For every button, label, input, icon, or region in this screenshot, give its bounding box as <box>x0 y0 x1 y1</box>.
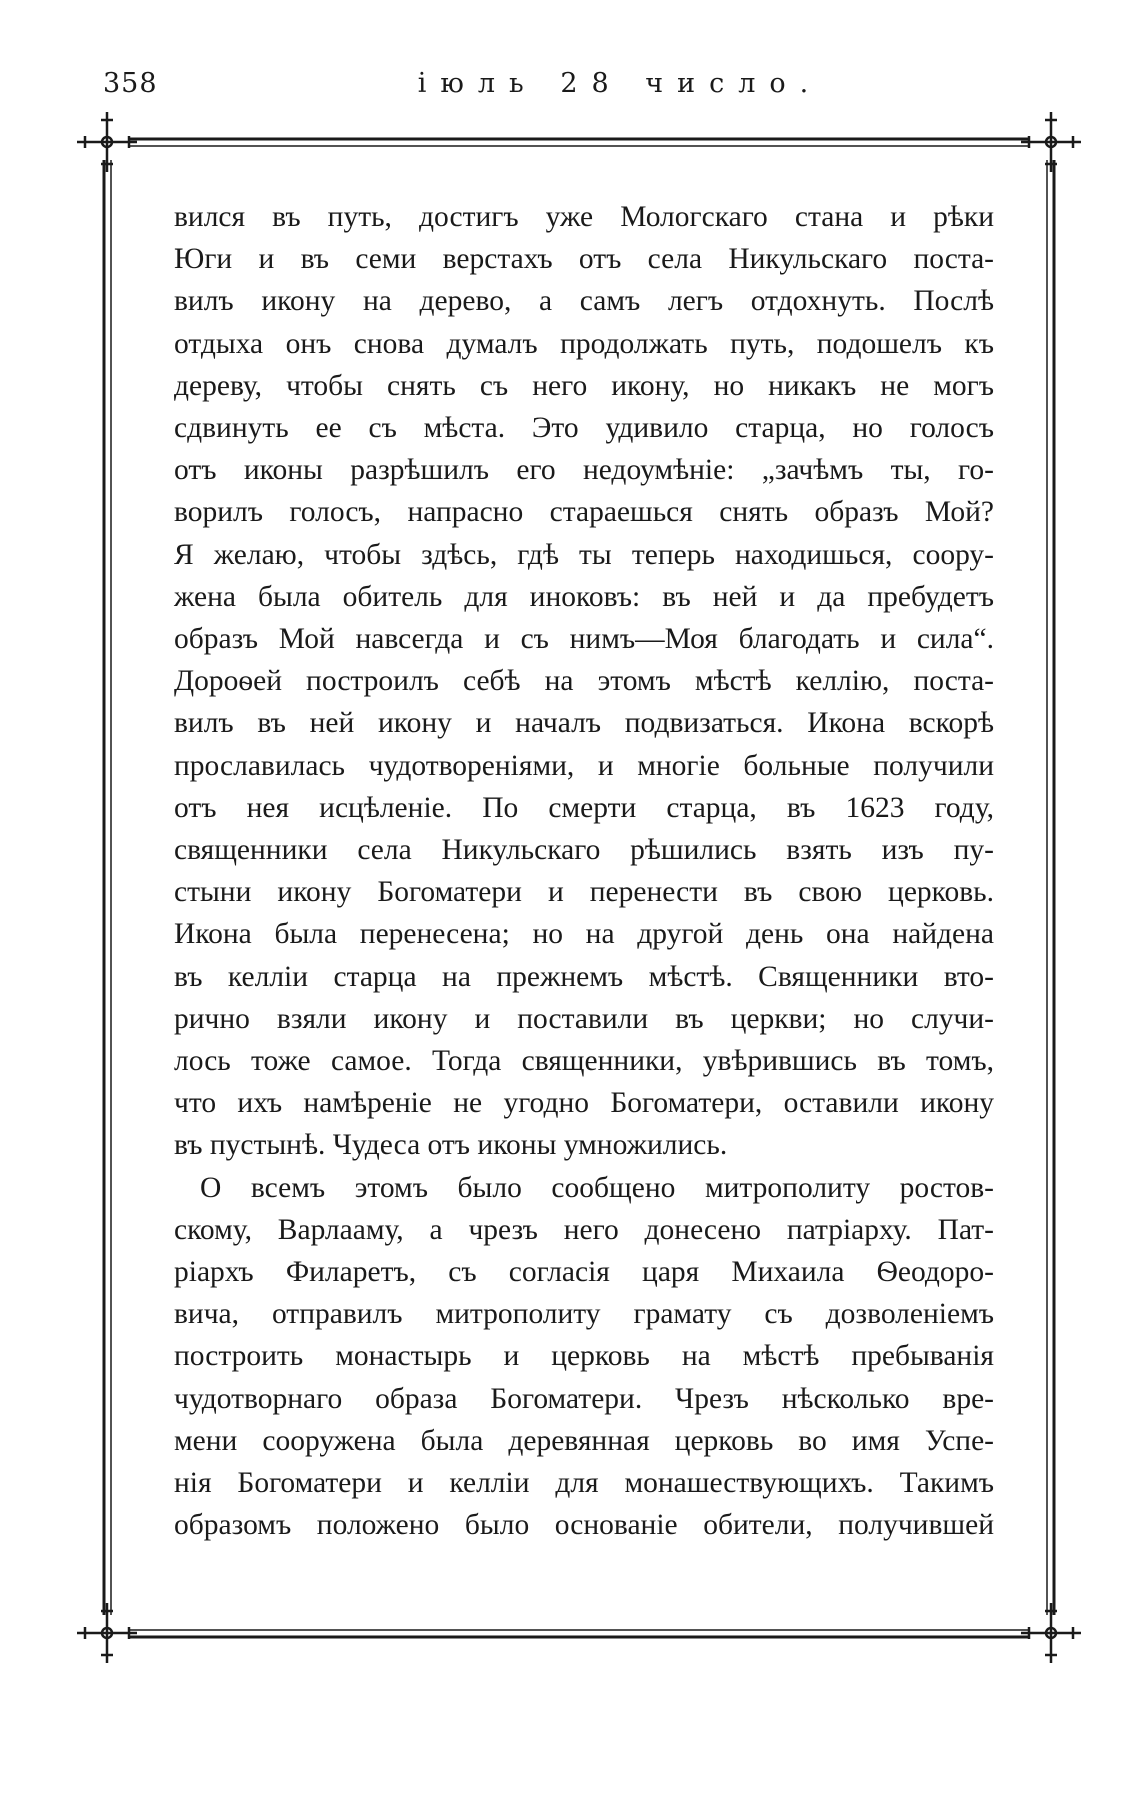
text-line: О всемъ этомъ было сообщено митрополиту ростов- <box>200 1171 994 1204</box>
text-line: образъ Мой навсегда и съ нимъ—Моя благодать и сила“. <box>174 623 994 656</box>
page-number: 358 <box>103 68 158 99</box>
text-line: отдыха онъ снова думалъ продолжать путь, подошелъ къ <box>174 327 994 360</box>
text-line: жена была обитель для иноковъ: въ ней и да пребудетъ <box>174 580 994 613</box>
text-line: сдвинуть ее съ мѣста. Это удивило старца, но голосъ <box>174 412 994 445</box>
text-line: мени сооружена была деревянная церковь во имя Успе- <box>174 1424 994 1457</box>
text-line: въ пустынѣ. Чудеса отъ иконы умножились. <box>174 1129 728 1162</box>
body-text <box>174 196 994 1547</box>
text-line: вича, отправилъ митрополиту грамату съ дозволеніемъ <box>174 1298 994 1331</box>
text-line: что ихъ намѣреніе не угодно Богоматери, оставили икону <box>174 1087 994 1120</box>
text-line: чудотворнаго образа Богоматери. Чрезъ нѣсколько вре- <box>174 1382 994 1415</box>
text-line: священники села Никульскаго рѣшились взять изъ пу- <box>174 834 994 867</box>
text-line: въ келліи старца на прежнемъ мѣстѣ. Священники вто- <box>174 960 994 993</box>
text-line: прославилась чудотвореніями, и многіе больные получили <box>174 749 994 782</box>
text-line: нія Богоматери и келліи для монашествующихъ. Такимъ <box>174 1467 994 1500</box>
text-line: Юги и въ семи верстахъ отъ села Никульскаго поста- <box>174 243 994 276</box>
text-line: Дороѳей построилъ себѣ на этомъ мѣстѣ келлію, поста- <box>174 665 994 698</box>
text-line: рично взяли икону и поставили въ церкви; но случи- <box>174 1002 994 1035</box>
text-line: построить монастырь и церковь на мѣстѣ пребыванія <box>174 1340 994 1373</box>
running-head: іюль 28 число. <box>417 68 823 99</box>
text-line: образомъ положено было основаніе обители, получившей <box>174 1509 994 1542</box>
text-line: отъ иконы разрѣшилъ его недоумѣніе: „зачѣмъ ты, го- <box>174 454 994 487</box>
text-line: стыни икону Богоматери и перенести въ свою церковь. <box>174 876 994 909</box>
text-line: дереву, чтобы снять съ него икону, но никакъ не могъ <box>174 369 994 402</box>
text-line: ворилъ голосъ, напрасно стараешься снять образъ Мой? <box>174 496 994 529</box>
text-line: Я желаю, чтобы здѣсь, гдѣ ты теперь находишься, соору- <box>174 538 994 571</box>
text-line: вился въ путь, достигъ уже Мологскаго стана и рѣки <box>174 201 994 233</box>
text-line: лось тоже самое. Тогда священники, увѣрившись въ томъ, <box>174 1045 994 1078</box>
text-line: вилъ въ ней икону и началъ подвизаться. Икона вскорѣ <box>174 707 994 740</box>
text-line: Икона была перенесена; но на другой день она найдена <box>174 918 994 951</box>
text-line: ріархъ Филаретъ, съ согласія царя Михаила Ѳеодоро- <box>174 1256 994 1289</box>
text-line: вилъ икону на дерево, а самъ легъ отдохнуть. Послѣ <box>174 285 994 318</box>
text-line: отъ нея исцѣленіе. По смерти старца, въ 1623 году, <box>174 791 994 824</box>
text-line: скому, Варлааму, а чрезъ него донесено патріарху. Пат- <box>174 1213 994 1246</box>
